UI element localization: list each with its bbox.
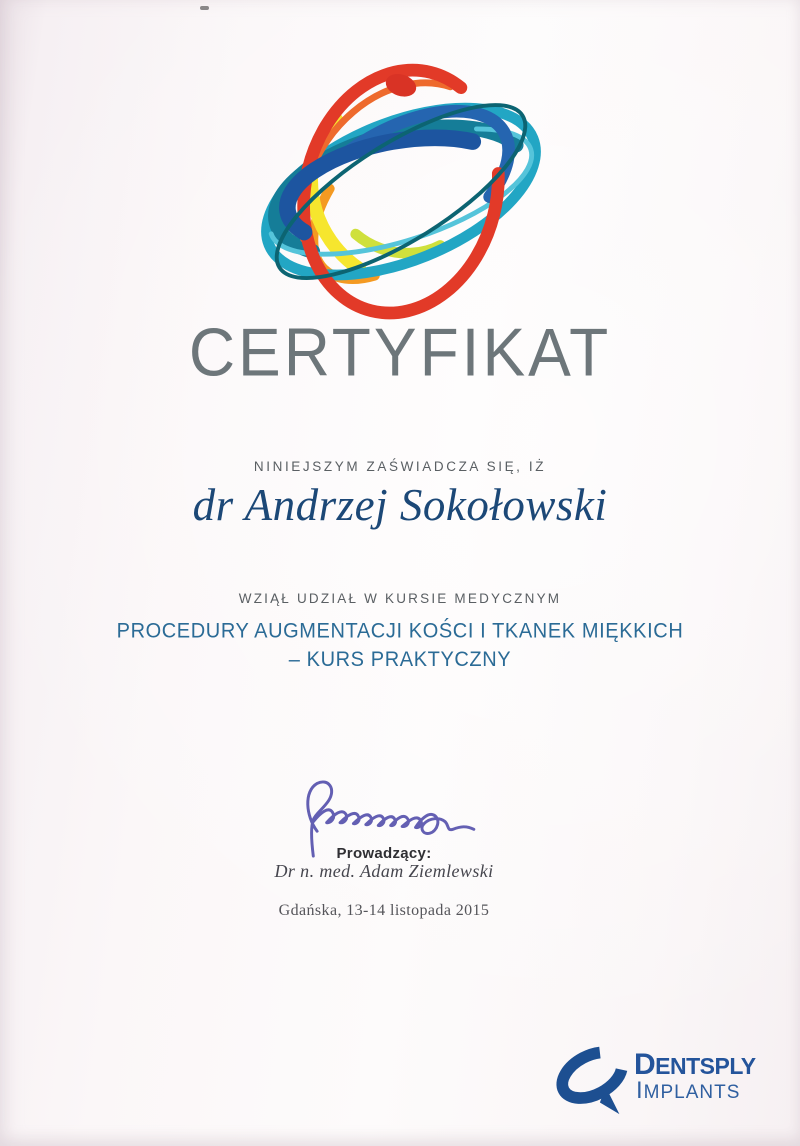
brand-word-dentsply: DENTSPLY	[634, 1048, 756, 1081]
course-title-line1: PROCEDURY AUGMENTACJI KOŚCI I TKANEK MIĘKKICH	[116, 619, 684, 643]
venue-date-line: Gdańska, 13-14 listopada 2015	[278, 902, 490, 919]
scan-artifact-speck	[200, 6, 209, 10]
recipient-name: dr Andrzej Sokołowski	[192, 480, 608, 530]
presenter-role-label: Prowadzący:	[336, 845, 432, 862]
dentsply-swoosh-icon	[550, 1044, 642, 1120]
certificate-title: CERTYFIKAT	[188, 313, 612, 391]
course-title-line2: – KURS PRAKTYCZNY	[288, 648, 512, 672]
course-intro-line: WZIĄŁ UDZIAŁ W KURSIE MEDYCZNYM	[238, 591, 562, 606]
course-title	[0, 618, 800, 675]
brand-word-implants: IMPLANTS	[636, 1077, 741, 1104]
brand-wordmark	[634, 1048, 756, 1104]
statement-line: NINIEJSZYM ZAŚWIADCZA SIĘ, IŻ	[253, 459, 547, 474]
presenter-name: Dr n. med. Adam Ziemlewski	[274, 861, 494, 881]
globe-ribbon-logo	[245, 56, 557, 332]
brand-logo	[550, 1042, 796, 1122]
